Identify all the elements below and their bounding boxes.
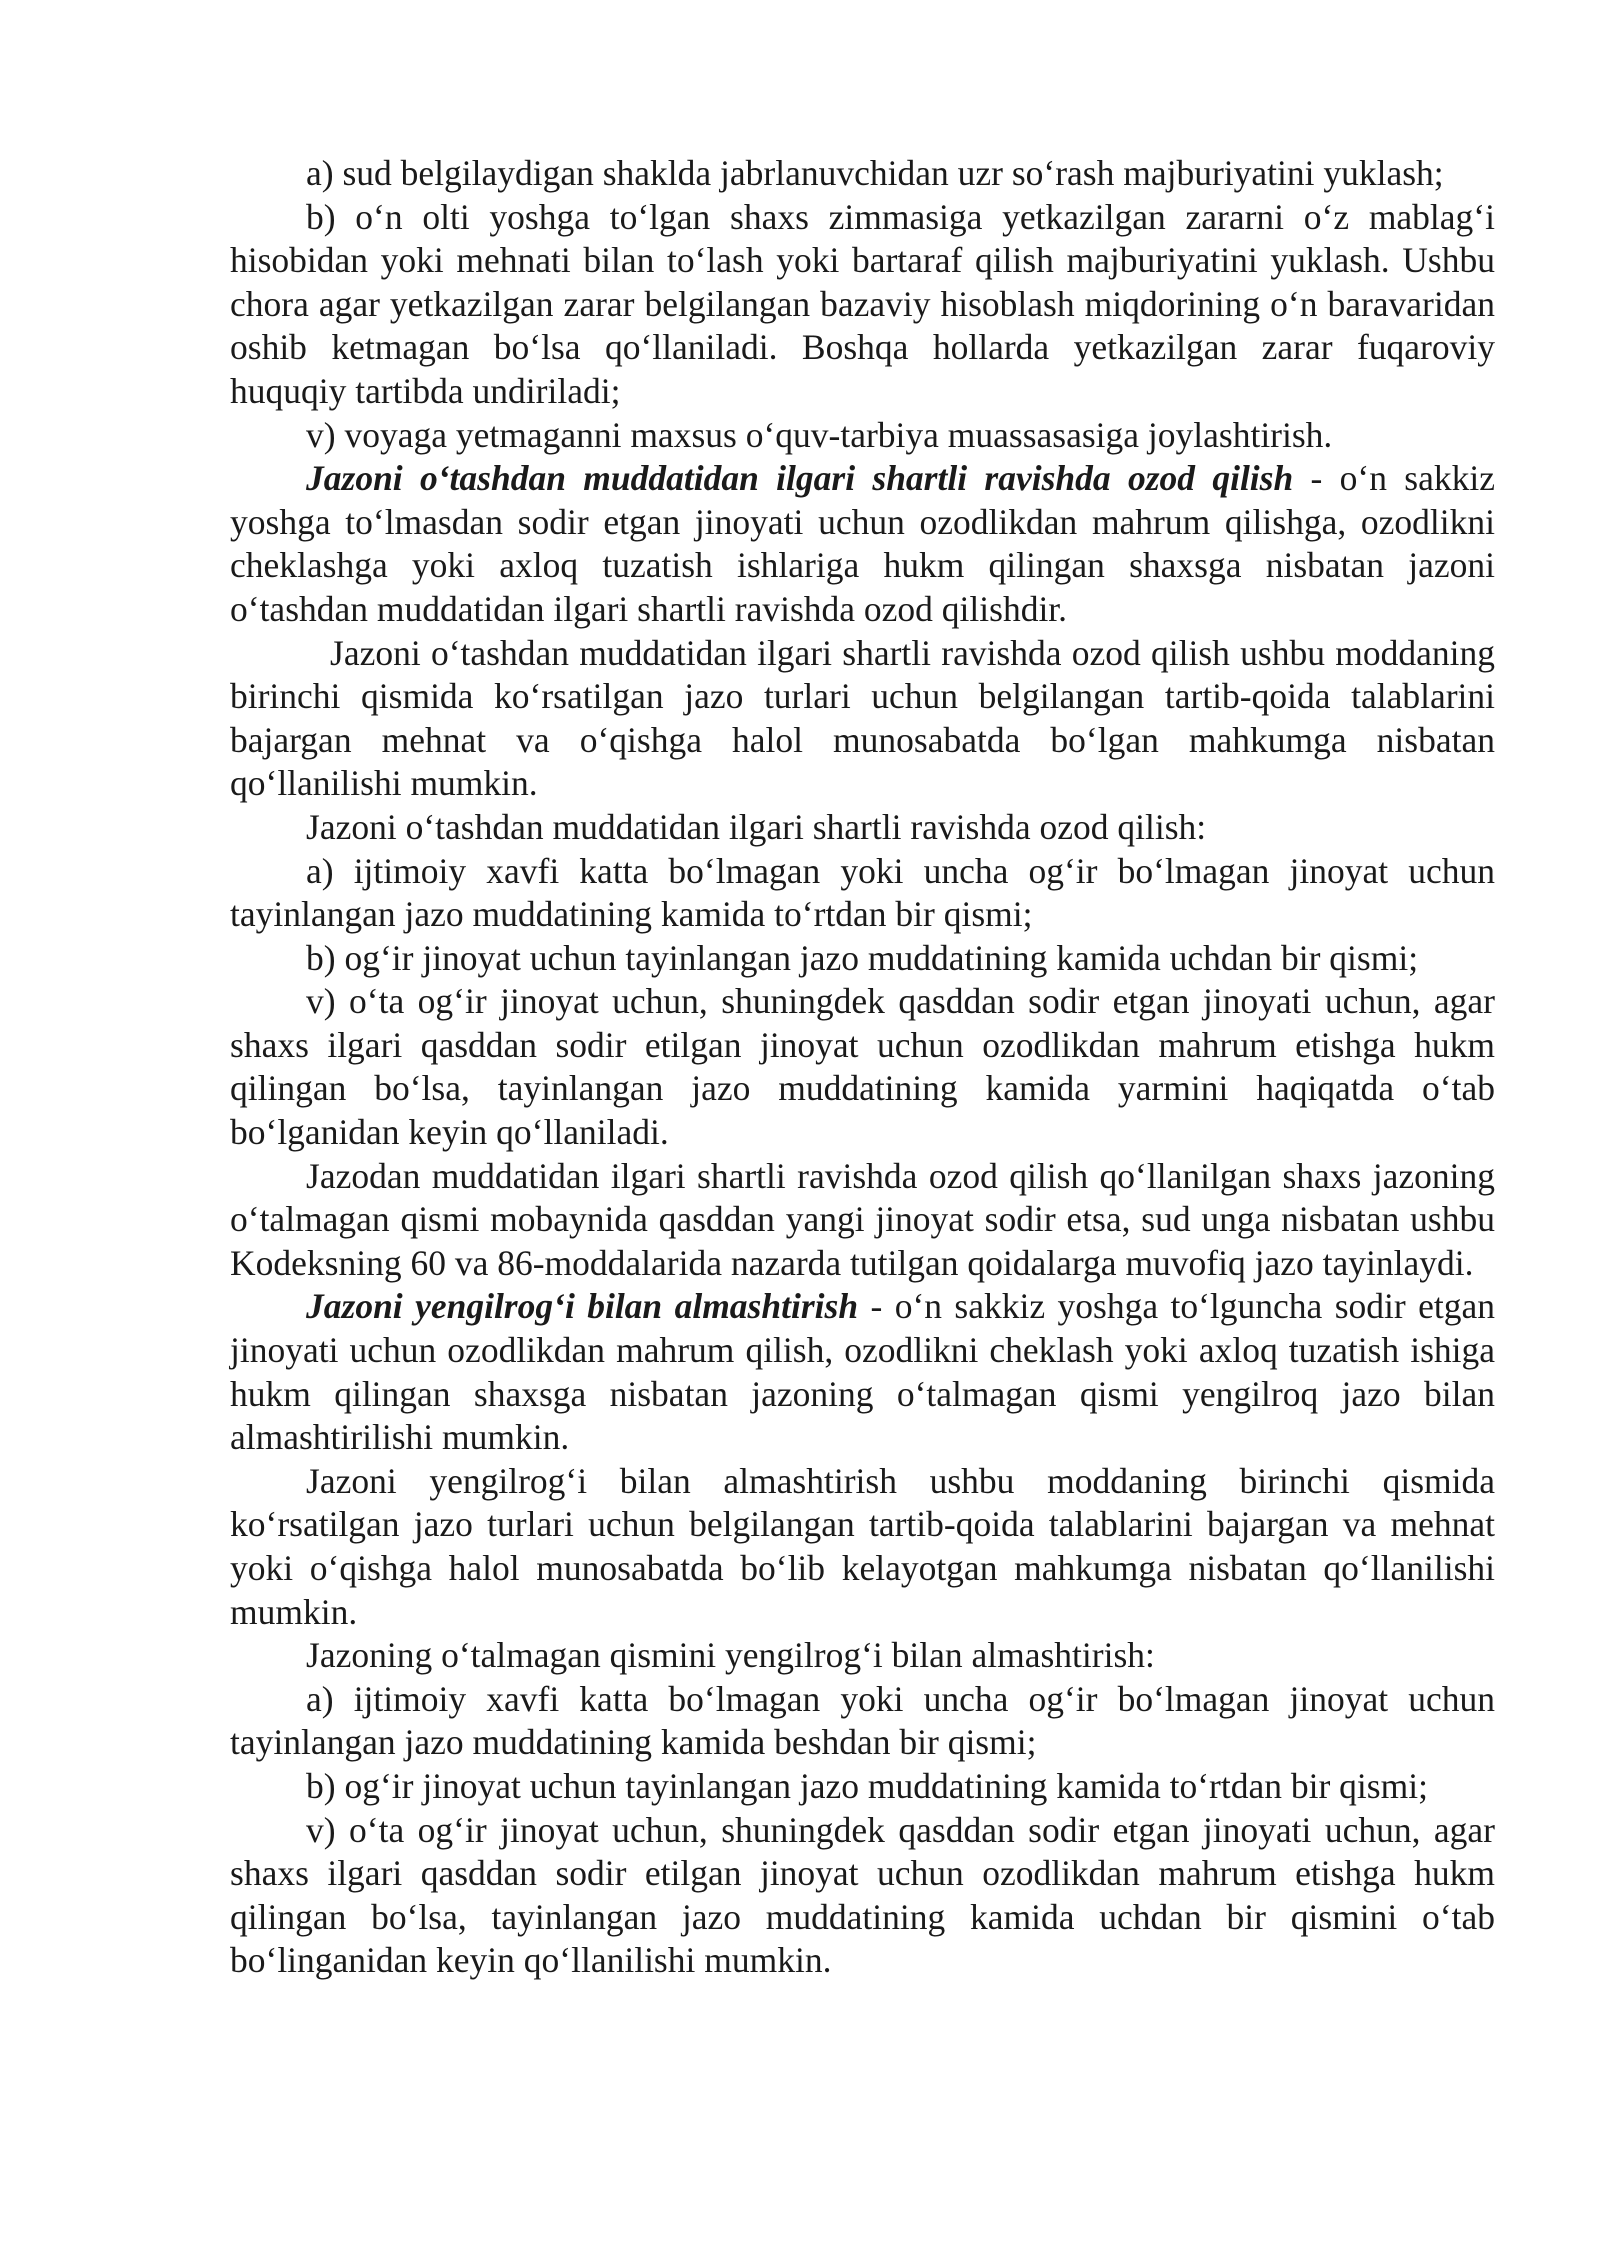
paragraph-text: v) o‘ta og‘ir jinoyat uchun, shuningdek qasddan sodir etgan jinoyati uchun, agar shaxs ilgari qasddan sodir etilgan jinoyat uchun ozodlikdan mahrum etishga hukm qilingan bo‘lsa, tayinlangan jazo muddatining kamida yarmini haqiqatda o‘tab bo‘lganidan keyin qo‘llaniladi. [230,981,1495,1153]
paragraph-v-special-institution [230,414,1495,458]
paragraph-lighter-sentence-a [230,1678,1495,1765]
paragraph-early-release-intro [230,806,1495,850]
paragraph-text: Jazoni yengilrog‘i bilan almashtirish ushbu moddaning birinchi qismida ko‘rsatilgan jazo turlari uchun belgilangan tartib-qoida talablarini bajargan va mehnat yoki o‘qishga halol munosabatda bo‘lib kelayotgan mahkumga nisbatan qo‘llanilishi mumkin. [230,1460,1495,1632]
paragraph-text: a) ijtimoiy xavfi katta bo‘lmagan yoki uncha og‘ir bo‘lmagan jinoyat uchun tayinlangan jazo muddatining kamida beshdan bir qismi; [230,1678,1495,1763]
paragraph-text: - o‘n sakkiz yoshga to‘lguncha sodir etgan jinoyati uchun ozodlikdan mahrum qilish, ozodlikni cheklash yoki axloq tuzatish ishiga hukm qilingan shaxsga nisbatan jazoning o‘talmagan qismi yengilroq jazo bilan almashtirilishi mumkin. [230,1286,1495,1458]
paragraph-early-release-definition [230,457,1495,631]
paragraph-text: Jazoni o‘tashdan muddatidan ilgari shartli ravishda ozod qilish: [306,806,1207,847]
paragraph-text: b) o‘n olti yoshga to‘lgan shaxs zimmasiga yetkazilgan zararni o‘z mablag‘i hisobidan yoki mehnati bilan to‘lash yoki bartaraf qilish majburiyatini yuklash. Ushbu chora agar yetkazilgan zarar belgilangan bazaviy hisoblash miqdorining o‘n baravaridan oshib ketmagan bo‘lsa qo‘llaniladi. Boshqa hollarda yetkazilgan zarar fuqaroviy huquqiy tartibda undiriladi; [230,196,1495,411]
paragraph-text: Jazodan muddatidan ilgari shartli ravishda ozod qilish qo‘llanilgan shaxs jazoning o‘talmagan qismi mobaynida qasddan yangi jinoyat sodir etsa, sud unga nisbatan ushbu Kodeksning 60 va 86-moddalarida nazarda tutilgan qoidalarga muvofiq jazo tayinlaydi. [230,1155,1495,1283]
paragraph-early-release-conditions [230,632,1495,806]
paragraph-lighter-sentence-conditions [230,1460,1495,1634]
paragraph-text: Jazoning o‘talmagan qismini yengilrog‘i bilan almashtirish: [306,1635,1155,1676]
paragraph-b-damage-compensation [230,196,1495,414]
document-page [230,152,1495,1983]
paragraph-text: Jazoni o‘tashdan muddatidan ilgari shartli ravishda ozod qilish ushbu moddaning birinchi qismida ko‘rsatilgan jazo turlari uchun belgilangan tartib-qoida talablarini bajargan mehnat va o‘qishga halol munosabatda bo‘lgan mahkumga nisbatan qo‘llanilishi mumkin. [230,632,1495,804]
paragraph-text: b) og‘ir jinoyat uchun tayinlangan jazo muddatining kamida uchdan bir qismi; [306,937,1419,978]
term-early-release: Jazoni o‘tashdan muddatidan ilgari shartli ravishda ozod qilish [306,458,1294,499]
paragraph-lighter-sentence-intro [230,1634,1495,1678]
paragraph-text: a) sud belgilaydigan shaklda jabrlanuvchidan uzr so‘rash majburiyatini yuklash; [306,153,1444,193]
paragraph-text: v) o‘ta og‘ir jinoyat uchun, shuningdek qasddan sodir etgan jinoyati uchun, agar shaxs ilgari qasddan sodir etilgan jinoyat uchun ozodlikdan mahrum etishga hukm qilingan bo‘lsa, tayinlangan jazo muddatining kamida uchdan bir qismini o‘tab bo‘linganidan keyin qo‘llanilishi mumkin. [230,1809,1495,1981]
paragraph-lighter-sentence-b [230,1765,1495,1809]
paragraph-lighter-sentence-definition [230,1285,1495,1459]
paragraph-text: a) ijtimoiy xavfi katta bo‘lmagan yoki uncha og‘ir bo‘lmagan jinoyat uchun tayinlangan jazo muddatining kamida to‘rtdan bir qismi; [230,850,1495,935]
paragraph-lighter-sentence-v [230,1809,1495,1983]
paragraph-text: b) og‘ir jinoyat uchun tayinlangan jazo muddatining kamida to‘rtdan bir qismi; [306,1765,1428,1806]
paragraph-early-release-b [230,937,1495,981]
paragraph-early-release-v [230,980,1495,1154]
paragraph-early-release-a [230,850,1495,937]
paragraph-a-apology [230,152,1495,196]
paragraph-text: - o‘n sakkiz yoshga to‘lmasdan sodir etgan jinoyati uchun ozodlikdan mahrum qilishga, ozodlikni cheklashga yoki axloq tuzatish ishlariga hukm qilingan shaxsga nisbatan jazoni o‘tashdan muddatidan ilgari shartli ravishda ozod qilishdir. [230,458,1495,629]
term-lighter-sentence: Jazoni yengilrog‘i bilan almashtirish [306,1286,859,1327]
paragraph-text: v) voyaga yetmaganni maxsus o‘quv-tarbiya muassasasiga joylashtirish. [306,414,1333,455]
paragraph-new-crime-consequence [230,1155,1495,1286]
